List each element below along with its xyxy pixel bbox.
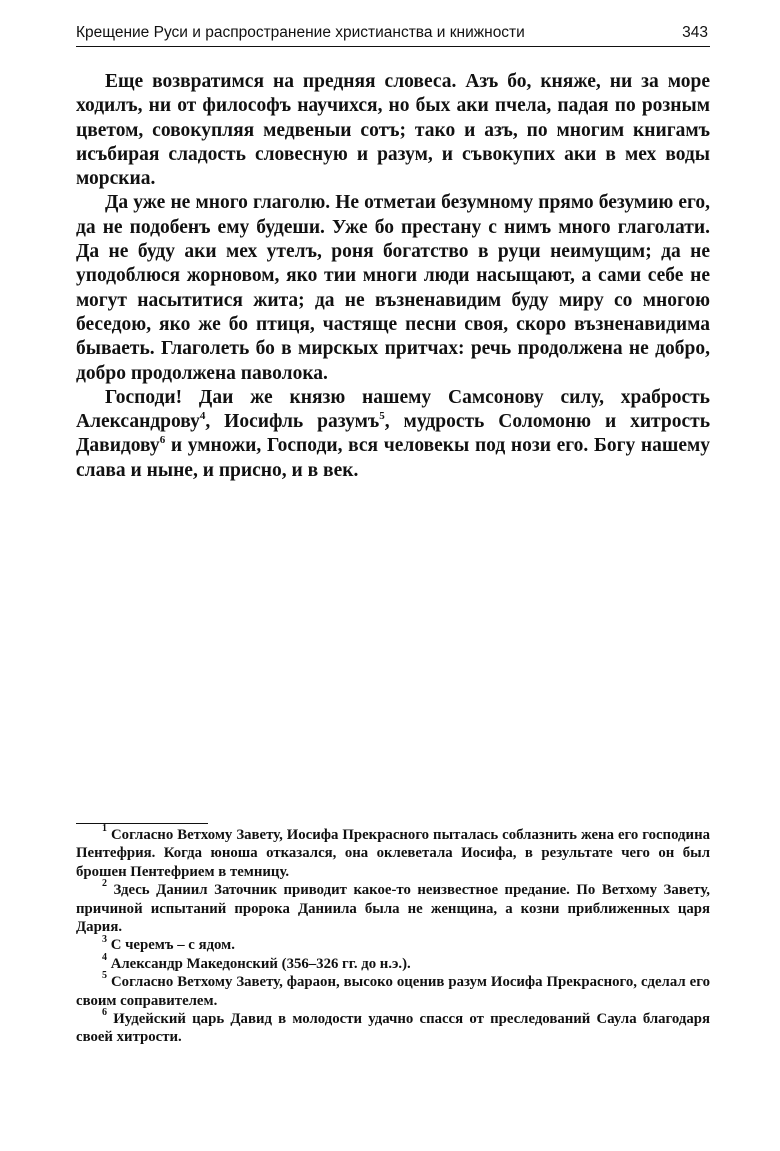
footnote-6	[76, 1007, 710, 1047]
paragraph-2: Да уже не много глаголю. Не отметаи безумному прямо безумию его, да не подобенъ ему будеши. Уже бо престану с нимъ много глаголати. Да не буду аки мех утелъ, роня богатство в руци неимущим; да не уподоблюся жорновом, яко тии многи люди насыщают, а сами себе не могут насытитися жита; да не възненавидим буду миру со многою беседою, яко же бо птиця, частяще песни своя, скоро възненавидима бываеть. Глаголеть бо в мирскых притчах: речь продолжена не добро, добро продолжена паволока.	[76, 192, 710, 384]
footnote-text: Согласно Ветхому Завету, фараон, высоко оценив разум Иосифа Прекрасного, сделал его своим соправителем.	[76, 974, 710, 1009]
paragraph-3-part-1: Господи! Даи же князю нашему Самсонову силу, храбрость Александрову	[76, 386, 710, 433]
footnote-text: Здесь Даниил Заточник приводит какое-то неизвестное предание. По Ветхому Завету, причиной испытаний пророка Даниила была не женщина, а козни приближенных царя Дария.	[76, 882, 710, 936]
footnote-text: С черемъ – с ядом.	[107, 937, 235, 954]
paragraph-1: Еще возвратимся на предняя словеса. Азъ бо, княже, ни за море ходилъ, ни от философъ научихся, но бых аки пчела, падая по розным цветом, совокупляя медвеныи сотъ; тако и азъ, по многим книгамъ исъбирая сладость словесную и разум, и съвокупих аки в мех воды морскиа.	[76, 71, 710, 190]
paragraph-3-part-2: , Иосифль разумъ	[205, 411, 380, 433]
footnote-divider	[76, 823, 208, 824]
footnote-text: Александр Македонский (356–326 гг. до н.э.).	[107, 955, 411, 972]
footnote-4	[76, 951, 710, 973]
footnote-ref-5: 5	[379, 409, 385, 422]
paragraph-3-part-3: , мудрость Соломоню и хитрость Давидову	[76, 411, 711, 457]
footnote-number: 5	[102, 970, 107, 982]
running-title: Крещение Руси и распространение христианства и книжности	[76, 24, 525, 41]
footnote-ref-4: 4	[199, 409, 206, 422]
footnote-number: 4	[102, 951, 107, 963]
footnote-number: 6	[102, 1007, 107, 1019]
footnote-number: 1	[102, 823, 107, 835]
page-header	[76, 22, 710, 47]
footnote-5	[76, 970, 710, 1010]
footnote-1	[76, 823, 710, 881]
footnote-3	[76, 933, 710, 954]
footnote-2	[76, 878, 710, 936]
footnote-number: 3	[102, 933, 107, 945]
footnote-text: Согласно Ветхому Завету, Иосифа Прекрасного пыталась соблазнить жена его господина Пентефрия. Когда юноша отказался, она оклеветала Иосифа, в результате чего он был брошен Пентефрием в темницу.	[76, 827, 710, 880]
paragraph-3-part-4: и умножи, Господи, вся человекы под нози его. Богу нашему слава и ныне, и присно, и в век.	[76, 435, 710, 481]
main-text	[76, 70, 710, 483]
footnote-number: 2	[102, 878, 107, 890]
footnote-text: Иудейский царь Давид в молодости удачно спасся от преследований Саула благодаря своей хитрости.	[76, 1011, 710, 1046]
footnotes	[76, 823, 710, 1047]
footnote-ref-6: 6	[159, 433, 166, 446]
paragraph-3	[76, 386, 710, 483]
page-number: 343	[682, 24, 708, 41]
